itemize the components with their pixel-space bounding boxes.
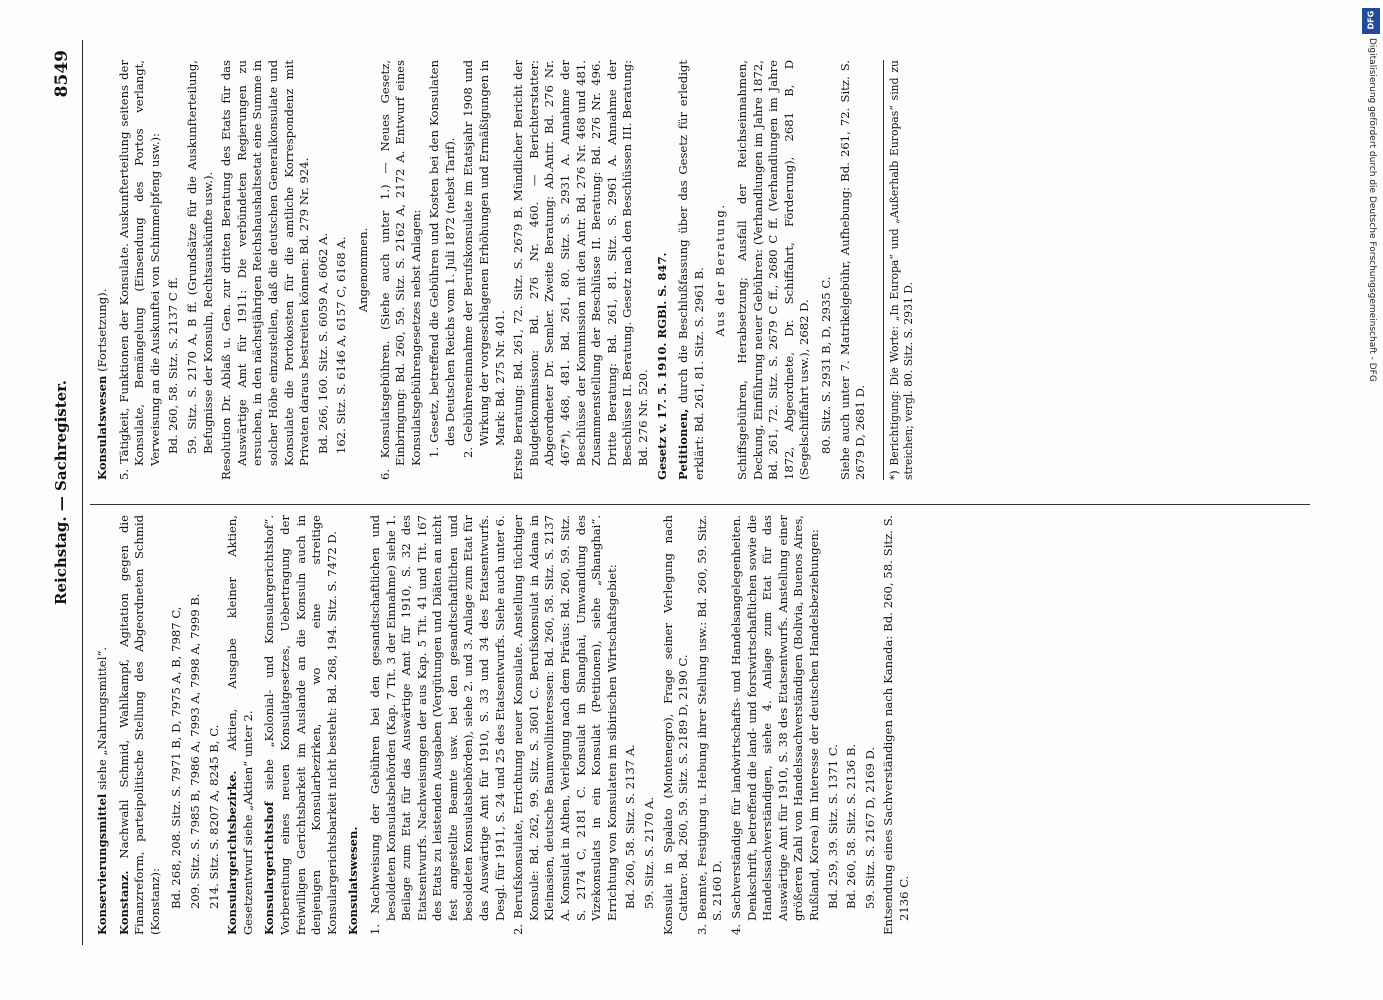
right-column bbox=[95, 60, 916, 480]
dfg-side-strip bbox=[1361, 8, 1381, 998]
list-item-tail: Resolution Dr. Ablaß u. Gen. zur dritten Beratung des Etats für das Auswärtige Amt für 1911: Die verbündeten Regierungen zu ersuchen, in den nächstjährigen Reichshaushaltsetat eine Summe in solcher Höhe einzustellen, daß die deutschen Generalkonsulate und Konsulate die Portokosten für die amtliche Korrespondenz mit Privaten daraus bestreiten können: Bd. 279 Nr. 924. bbox=[219, 60, 312, 480]
entry-heading: Gesetz v. 17. 5. 1910. RGBl. S. 847. bbox=[654, 252, 669, 480]
running-head bbox=[52, 40, 78, 945]
entry: Konsulargerichtsbezirke. Aktien, Ausgabe kleiner Aktien, Gesetzentwurf siehe „Aktien“ unter 2. bbox=[225, 515, 255, 935]
reference: Bd. 260, 58. Sitz. S. 2136 B. bbox=[844, 743, 859, 909]
reference: Bd. 259, 39. Sitz. S. 1371 C. bbox=[825, 744, 840, 909]
dfg-logo: DFG bbox=[1362, 8, 1380, 34]
entry: Siehe auch unter 7. Matrikelgebühr, Aufhebung: Bd. 261, 72. Sitz. S. 2679 D, 2681 D. bbox=[837, 60, 868, 480]
note: Angenommen. bbox=[355, 227, 370, 313]
reference: 80. Sitz. S. 2931 B, D, 2935 C. bbox=[818, 276, 833, 454]
reference: 209. Sitz. S. 7985 B, 7986 A, 7993 A, 7998 A, 7999 B. bbox=[187, 593, 202, 909]
entry: Konservierungsmittel siehe „Nahrungsmittel“. bbox=[95, 646, 109, 935]
entry: Konsulargerichtshof siehe „Kolonial- und Konsulargerichtshof“. Vorbereitung eines neuen Konsulatgesetzes, Uebertragung der freiwilligen Gerichtsbarkeit im Auslande an die Konsuln auch in denjenigen Konsularbezirken, wo eine streitige Konsulargerichtsbarkeit nicht besteht: Bd. 268, 194. Sitz. S. 7472 D. bbox=[262, 515, 339, 935]
entry: Konstanz. Nachwahl Schmid, Wahlkampf, Agitation gegen die Finanzreform, parteipolitische Stellung des Abgeordneten Schmid (Konstanz): bbox=[116, 515, 162, 935]
header-rule bbox=[82, 40, 83, 945]
page-number: 8549 bbox=[52, 50, 72, 98]
reference: 214. Sitz. S. 8207 A, 8245 B, C. bbox=[206, 724, 221, 909]
reference: Bd. 260, 58. Sitz. S. 2137 C ff. bbox=[166, 277, 181, 454]
list-item: 3. Beamte, Festigung u. Hebung ihrer Stellung usw.: Bd. 260, 59. Sitz. S. 2160 D. bbox=[694, 515, 725, 935]
entry: Konsulatswesen (Fortsetzung). bbox=[95, 288, 109, 480]
reference: 59. Sitz. S. 2167 D, 2169 D. bbox=[862, 746, 877, 909]
reference: 162. Sitz. S. 6146 A, 6157 C, 6168 A. bbox=[334, 236, 349, 454]
footnote: *) Berichtigung: Die Worte: „In Europa“ und „Außerhalb Europas“ sind zu streichen; vergl. 80. Sitz. S. 2931 D. bbox=[883, 60, 916, 480]
entry: Petitionen, durch die Beschlußfassung über das Gesetz für erledigt erklärt: Bd. 261, 81. Sitz. S. 2961 B. bbox=[676, 60, 706, 480]
entry: Schiffsgebühren, Herabsetzung; Ausfall der Reichseinnahmen, Deckung, Einführung neuer Gebühren: (Verhandlungen im Jahre 1872, Bd. 261, 72. Sitz. S. 2679 C ff., 2680 C ff. (Verhandlungen im Jahre 1872, Abgeordnete, Dr. Schiffahrt, Förderung), 2681 B, D (Segelschiffahrt usw.), 2682 D. bbox=[734, 60, 812, 480]
list-item-tail: Konsulat in Spalato (Montenegro), Frage seiner Verlegung nach Cattaro: Bd. 260, 59. Sitz. S. 2189 D, 2190 C. bbox=[660, 515, 691, 935]
left-column bbox=[95, 515, 916, 935]
reference: 59. Sitz. S. 2170 A. bbox=[642, 796, 656, 909]
entry-heading: Konsulatswesen. bbox=[346, 826, 361, 935]
list-item: 6. Konsulatsgebühren. (Siehe auch unter 1.) — Neues Gesetz, Einbringung: Bd. 260, 59. Sitz. S. 2162 A, 2172 A. Entwurf eines Konsulatsgebührengesetzes nebst Anlagen: bbox=[377, 60, 423, 480]
list-item-tail: Erste Beratung: Bd. 261, 72. Sitz. S. 2679 B. Mündlicher Bericht der Budgetkommission: Bd. 276 Nr. 460. — Berichterstatter: Abgeordneter Dr. Semler. Zweite Beratung: Ab.Antr. Bd. 276 Nr. 467*), 468, 481. Bd. 261, 80. Sitz. S. 2931 A. Annahme der Beschlüsse der Kommission mit den Antr. Bd. 276 Nr. 468 und 481. Zusammenstellung der Beschlüsse II. Beratung: Bd. 276 Nr. 496. Dritte Beratung: Bd. 261, 81. Sitz. S. 2961 A. Annahme der Beschlüsse II. Beratung. Gesetz nach den Beschlüssen III. Beratung: Bd. 276 Nr. 520. bbox=[511, 60, 650, 480]
list-item: 4. Sachverständige für landwirtschafts- und Handelsangelegenheiten. Denkschrift, betreffend die land- und forstwirtschaftlichen sowie die Handelssachverständigen, siehe 4. Anlage zum Etat für das Auswärtige Amt für 1910, S. 38 des Etatsentwurfs. Anstellung einer größeren Zahl von Handelssachverständigen (Bolivia, Buenos Aires, Rußland, Korea) im Interesse der deutschen Handelsbeziehungen: bbox=[728, 515, 821, 935]
section-heading: Aus der Beratung. bbox=[713, 203, 728, 337]
sub-item: 1. Gesetz, betreffend die Gebühren und Kosten bei den Konsulaten des Deutschen Reichs vom 1. Juli 1872 (nebst Tarif). bbox=[427, 60, 457, 458]
dfg-credit: Digitalisierung gefördert durch die Deutsche Forschungsgemeinschaft - DFG bbox=[1367, 38, 1377, 382]
running-head-title: Reichstag. — Sachregister. bbox=[52, 380, 70, 605]
list-item-tail: Entsendung eines Sachverständigen nach Kanada: Bd. 260, 58. Sitz. S. 2136 C. bbox=[881, 515, 911, 935]
reference: Bd. 260, 58. Sitz. S. 2137 A. bbox=[623, 744, 638, 909]
reference: Bd. 266, 160. Sitz. S. 6059 A, 6062 A. bbox=[315, 232, 330, 454]
column-rule bbox=[90, 504, 1310, 505]
list-item: 1. Nachweisung der Gebühren bei den gesandtschaftlichen und besoldeten Konsulatsbehörden (Kap. 7 Tit. 3 der Einnahme) siehe 1. Beilage zum Etat für das Auswärtige Amt für 1910, S. 32 des Etatsentwurfs. Nachweisungen der aus Kap. 5 Tit. 41 und Tit. 167 des Etats zu leistenden Ausgaben (Vergütungen und Diäten an nicht fest angestellte Beamte usw. bei den gesandtschaftlichen und besoldeten Konsulatsbehörden), siehe 2. und 3. Anlage zum Etat für das Auswärtige Amt für 1910, S. 33 und 34 des Etatsentwurfs. Desgl. für 1911, S. 24 und 25 des Etatsentwurfs. Siehe auch unter 6. bbox=[367, 515, 507, 935]
sub-item: 2. Gebühreneinnahme der Berufskonsulate im Etatsjahr 1908 und Wirkung der vorgeschlagenen Erhöhungen und Ermäßigungen in Mark: Bd. 275 Nr. 401. bbox=[461, 60, 507, 458]
reference: 59. Sitz. S. 2170 A, B ff. (Grundsätze für die Auskunfterteilung, Befugnisse der Konsuln, Rechtsauskünfte usw.). bbox=[184, 60, 215, 454]
list-item: 5. Tätigkeit, Funktionen der Konsulate. Auskunfterteilung seitens der Konsulate, Bemängelung (Einsendung des Portos verlangt, Verweisung an die Auskunftei von Schimmelpfeng usw.): bbox=[116, 60, 162, 480]
reference: Bd. 268, 208. Sitz. S. 7971 B, D, 7975 A, B, 7987 C, bbox=[169, 606, 184, 909]
list-item: 2. Berufskonsulate, Errichtung neuer Konsulate. Anstellung tüchtiger Konsule: Bd. 262, 99. Sitz. S. 3601 C. Berufskonsulat in Adana in Kleinasien, deutsche Baumwollinteressen: Bd. 260, 58. Sitz. S. 2137 A. Konsulat in Athen, Verlegung nach dem Piräus: Bd. 260, 59. Sitz. S. 2174 C, 2181 C. Konsulat in Shanghai, Umwandlung des Vizekonsulats in ein Konsulat (Petitionen), siehe „Shanghai“. Errichtung von Konsulaten im sibirischen Wirtschaftsgebiet: bbox=[511, 515, 619, 935]
